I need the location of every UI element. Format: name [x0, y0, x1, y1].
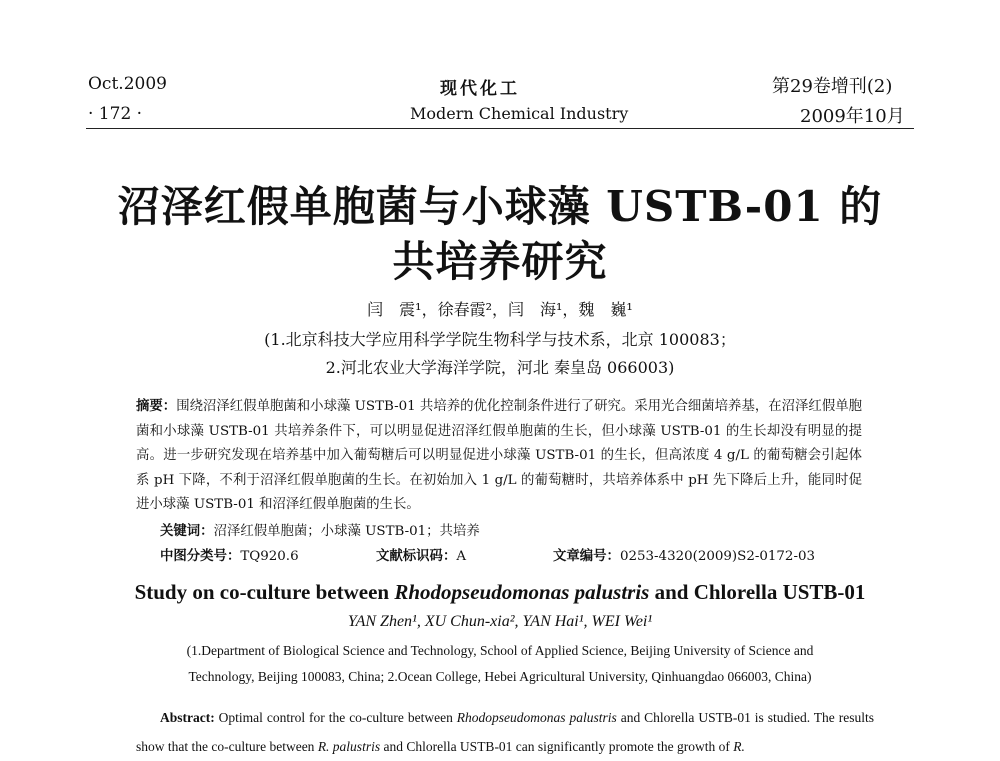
affiliation-en-2: Technology, Beijing 100083, China; 2.Ocean College, Hebei Agricultural University, Qinhuangdao 066003, China)	[188, 669, 812, 684]
abstract-en-part-1: Optimal control for the co-culture between	[214, 710, 457, 725]
abstract-en-italic-2: R. palustris	[317, 739, 381, 754]
journal-name-cn: 现代化工	[440, 79, 520, 99]
title-en-species: Rhodopseudomonas palustris	[394, 580, 650, 604]
doc-value: A	[456, 549, 467, 564]
doc-label: 文献标识码：	[376, 548, 457, 564]
abstract-en-italic-3: R.	[733, 739, 745, 754]
abstract-cn	[136, 394, 862, 518]
page-number: · 172 ·	[88, 104, 143, 124]
keywords-label: 关键词：	[160, 523, 214, 539]
article-number	[553, 545, 815, 564]
header-date: Oct.2009	[88, 74, 167, 94]
title-line-2: 共培养研究	[392, 237, 608, 286]
title-en-suffix: and Chlorella USTB-01	[649, 580, 866, 604]
document-code	[376, 545, 466, 564]
abstract-cn-label: 摘要：	[136, 398, 177, 414]
article-label: 文章编号：	[553, 548, 620, 564]
title-line-1: 沼泽红假单胞菌与小球藻 USTB-01 的	[117, 182, 883, 231]
abstract-en-italic-1: Rhodopseudomonas palustris	[456, 710, 617, 725]
authors-cn: 闫 震¹，徐春霞²，闫 海¹，魏 巍¹	[367, 300, 633, 319]
abstract-en	[136, 703, 874, 761]
authors-en: YAN Zhen¹, XU Chun-xia², YAN Hai¹, WEI Wei¹	[347, 613, 653, 630]
abstract-en-part-3: and Chlorella USTB-01 can significantly promote the growth of	[380, 739, 734, 754]
title-en-prefix: Study on co-culture between	[134, 580, 395, 604]
title-en	[0, 580, 1000, 605]
clc-value: TQ920.6	[240, 549, 299, 564]
keywords-cn	[160, 520, 480, 539]
abstract-en-label: Abstract:	[160, 710, 215, 725]
header-rule	[86, 128, 914, 129]
abstract-en-part-2: and Chlorella USTB-01 is studied. The results show that the co-culture between	[136, 710, 874, 754]
affiliation-cn-1: (1.北京科技大学应用科学学院生物科学与技术系，北京 100083；	[264, 330, 736, 349]
article-value: 0253-4320(2009)S2-0172-03	[619, 549, 816, 564]
keywords-text: 沼泽红假单胞菌；小球藻 USTB-01；共培养	[213, 524, 480, 539]
affiliation-cn-2: 2.河北农业大学海洋学院，河北 秦皇岛 066003)	[325, 358, 675, 377]
abstract-cn-text: 围绕沼泽红假单胞菌和小球藻 USTB-01 共培养的优化控制条件进行了研究。采用光合细菌培养基，在沼泽红假单胞菌和小球藻 USTB-01 共培养条件下，可以明显促进沼泽红假单胞菌的生长，但小球藻 USTB-01 的生长却没有明显的提高。进一步研究发现在培养基中加入葡萄糖后可以明显促进小球藻 USTB-01 的生长，但高浓度 4 g/L 的葡萄糖会引起体系 pH 下降，不利于沼泽红假单胞菌的生长。在初始加入 1 g/L 的葡萄糖时，共培养体系中 pH 先下降后上升，能同时促进小球藻 USTB-01 和沼泽红假单胞菌的生长。	[136, 399, 863, 513]
journal-name-en: Modern Chemical Industry	[410, 104, 629, 123]
clc-number	[160, 545, 299, 564]
affiliation-en-1: (1.Department of Biological Science and Technology, School of Applied Science, Beijing University of Science and	[186, 643, 814, 658]
volume-issue: 第29卷增刊(2)	[772, 76, 893, 97]
issue-date: 2009年10月	[800, 106, 905, 127]
clc-label: 中图分类号：	[160, 548, 241, 564]
